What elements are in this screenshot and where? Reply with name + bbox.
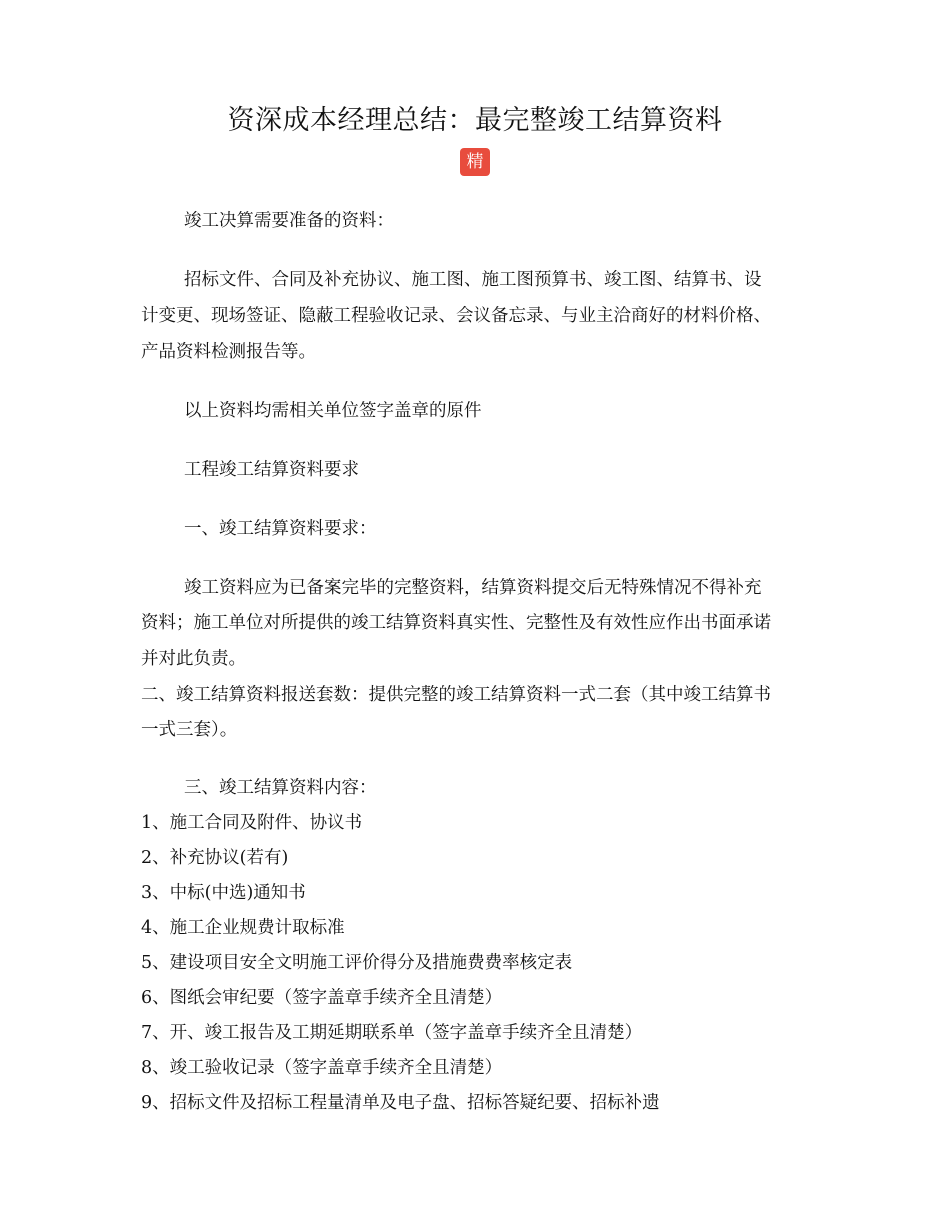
section-heading: 二、竣工结算资料报送套数：提供完整的竣工结算资料一式二套（其中竣工结算书 (141, 685, 771, 705)
featured-badge: 精 (460, 148, 490, 176)
paragraph-line: 资料；施工单位对所提供的竣工结算资料真实性、完整性及有效性应作出书面承诺 (141, 613, 771, 633)
paragraph-line: 竣工资料应为已备案完毕的完整资料，结算资料提交后无特殊情况不得补充 (184, 578, 762, 598)
section-heading: 三、竣工结算资料内容： (184, 778, 377, 798)
list-item: 1、施工合同及附件、协议书 (141, 813, 363, 833)
paragraph-line: 招标文件、合同及补充协议、施工图、施工图预算书、竣工图、结算书、设 (184, 270, 762, 290)
list-item: 7、开、竣工报告及工期延期联系单（签字盖章手续齐全且清楚） (141, 1023, 643, 1043)
paragraph-line: 产品资料检测报告等。 (141, 342, 316, 362)
paragraph-line: 并对此负责。 (141, 649, 246, 669)
list-item: 3、中标(中选)通知书 (141, 883, 306, 903)
paragraph-line: 竣工决算需要准备的资料： (184, 211, 394, 231)
list-item: 2、补充协议(若有) (141, 848, 289, 868)
paragraph-line: 以上资料均需相关单位签字盖章的原件 (184, 401, 482, 421)
list-item: 5、建设项目安全文明施工评价得分及措施费费率核定表 (141, 953, 573, 973)
paragraph-line: 工程竣工结算资料要求 (184, 460, 359, 480)
list-item: 4、施工企业规费计取标准 (141, 918, 345, 938)
list-item: 6、图纸会审纪要（签字盖章手续齐全且清楚） (141, 988, 503, 1008)
paragraph-line: 一式三套）。 (141, 720, 238, 740)
section-heading: 一、竣工结算资料要求： (184, 519, 377, 539)
paragraph-line: 计变更、现场签证、隐蔽工程验收记录、会议备忘录、与业主洽商好的材料价格、 (141, 306, 771, 326)
page-title: 资深成本经理总结：最完整竣工结算资料 (227, 105, 723, 136)
list-item: 9、招标文件及招标工程量清单及电子盘、招标答疑纪要、招标补遗 (141, 1093, 660, 1113)
list-item: 8、竣工验收记录（签字盖章手续齐全且清楚） (141, 1058, 503, 1078)
